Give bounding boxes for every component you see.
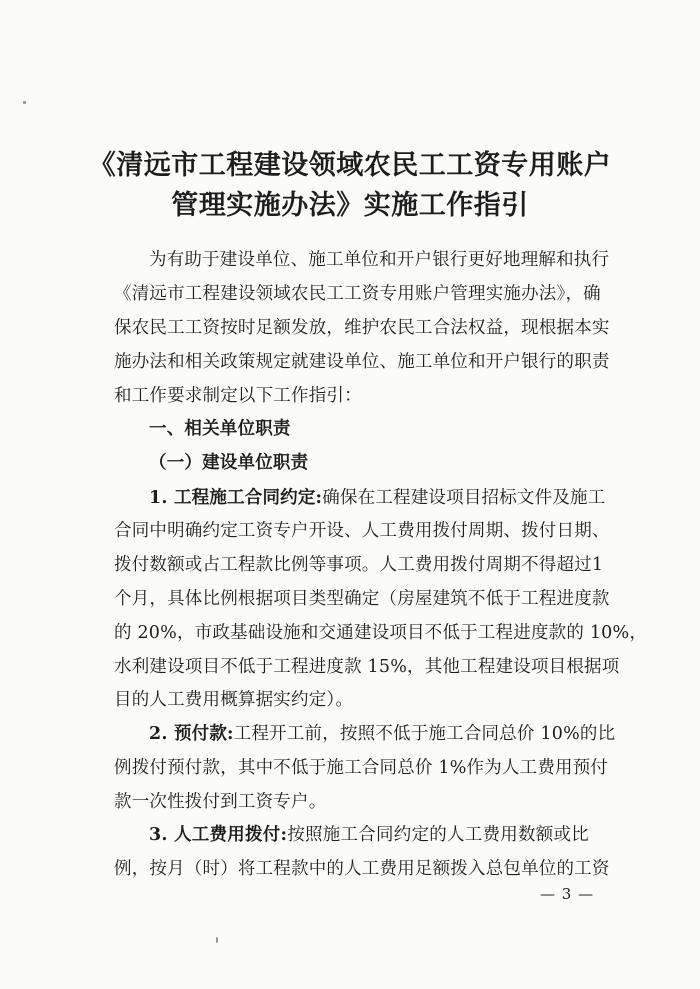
item-1-line: 目的人工费用概算据实约定）。 [114,690,354,710]
intro-line: 《清远市工程建设领域农民工工资专用账户管理实施办法》，确 [114,284,601,304]
intro-line: 保农民工工资按时足额发放，维护农民工合法权益，现根据本实 [114,318,610,338]
intro-line: 和工作要求制定以下工作指引： [114,386,362,406]
intro-line: 为有助于建设单位、施工单位和开户银行更好地理解和执行 [149,250,610,270]
document-title-line-1: 《清远市工程建设领域农民工工资专用账户 [88,150,612,181]
document-title-line-2: 管理实施办法》实施工作指引 [171,190,529,221]
item-3-text: 按照施工合同约定的人工费用数额或比 [287,825,589,845]
section-heading: 一、相关单位职责 [149,419,291,439]
item-1-line: 水利建设项目不低于工程进度款 15%，其他工程建设项目根据项 [114,657,620,677]
scan-speck [216,937,218,943]
item-1-line: 个月，具体比例根据项目类型确定（房屋建筑不低于工程进度款 [114,589,610,609]
subsection-heading: （一）建设单位职责 [149,453,309,473]
item-2-label: 2. 预付款: [149,724,234,744]
item-2-line: 例拨付预付款，其中不低于施工合同总价 1%作为人工费用预付 [114,758,609,778]
intro-line: 施办法和相关政策规定就建设单位、施工单位和开户银行的职责 [114,352,610,372]
item-1-line: 的 20%，市政基础设施和交通建设项目不低于工程进度款的 10%， [114,623,648,643]
scan-speck [23,101,26,104]
item-2-line: 款一次性拨付到工资专户。 [114,792,327,812]
item-1-label: 1. 工程施工合同约定: [149,488,323,508]
item-2-text: 工程开工前，按照不低于施工合同总价 10%的比 [233,724,616,744]
item-3-first-line [149,821,589,846]
item-3-line: 例，按月（时）将工程款中的人工费用足额拨入总包单位的工资 [114,859,610,879]
item-1-text: 确保在工程建设项目招标文件及施工 [322,488,606,508]
item-1-line: 合同中明确约定工资专户开设、人工费用拨付周期、拨付日期、 [114,521,610,541]
page-number: — 3 — [540,885,595,903]
item-1-line: 拨付数额或占工程款比例等事项。人工费用拨付周期不得超过1 [114,555,604,575]
item-2-first-line [149,720,616,745]
item-3-label: 3. 人工费用拨付: [149,825,288,845]
item-1-first-line [149,484,606,509]
